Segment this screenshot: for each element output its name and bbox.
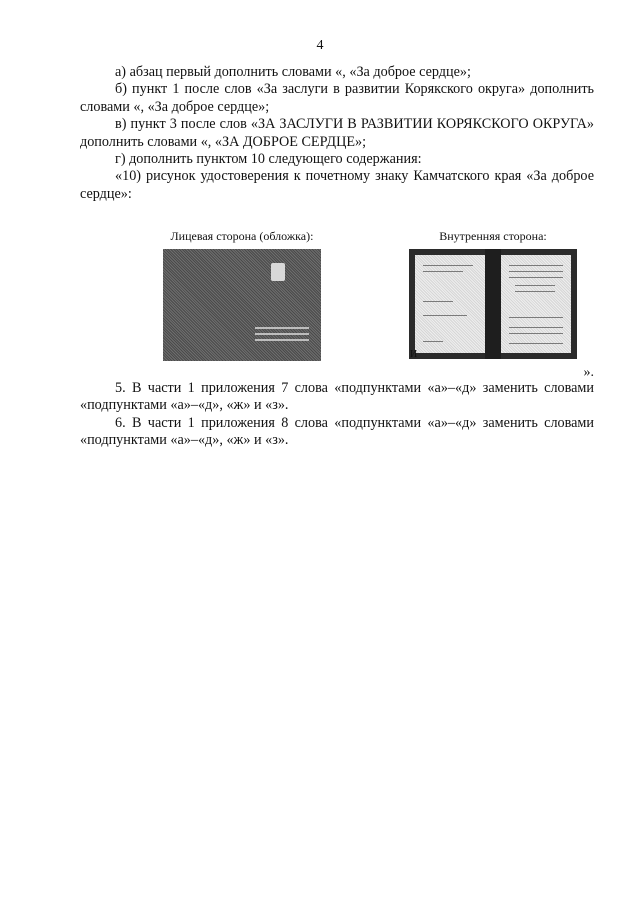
inner-text-line bbox=[423, 271, 463, 272]
inner-caption: Внутренняя сторона: bbox=[439, 229, 547, 243]
certificate-inner-image bbox=[409, 249, 577, 359]
inner-text-line bbox=[423, 315, 467, 316]
cover-text-line bbox=[255, 339, 309, 341]
front-caption: Лицевая сторона (обложка): bbox=[170, 229, 314, 243]
paragraph-5: 5. В части 1 приложения 7 слова «подпунктами «а»–«д» заменить словами «подпунктами «а»–«д», «ж» и «з». bbox=[80, 380, 594, 414]
cover-text-line bbox=[255, 327, 309, 329]
paragraph-a: а) абзац первый дополнить словами «, «За доброе сердце»; bbox=[115, 64, 471, 80]
amendments-list-continued bbox=[80, 380, 594, 450]
inner-text-line bbox=[509, 327, 563, 328]
closing-quote: ». bbox=[583, 365, 594, 380]
inner-text-line bbox=[423, 265, 473, 266]
paragraph-10: «10) рисунок удостоверения к почетному знаку Камчатского края «За доброе сердце»: bbox=[80, 168, 594, 202]
inner-left-page bbox=[415, 255, 485, 353]
inner-right-page bbox=[501, 255, 571, 353]
inner-text-line bbox=[509, 277, 563, 278]
inner-text-line bbox=[509, 343, 563, 344]
inner-text-line bbox=[509, 317, 563, 318]
inner-text-line bbox=[509, 265, 563, 266]
certificate-images bbox=[80, 229, 594, 379]
inner-side bbox=[408, 229, 578, 359]
page-number: 4 bbox=[316, 38, 324, 53]
cover-text-line bbox=[255, 333, 309, 335]
inner-text-line bbox=[515, 285, 555, 286]
inner-spine bbox=[485, 249, 501, 359]
inner-text-line bbox=[423, 301, 453, 302]
stray-mark: И bbox=[410, 349, 418, 360]
inner-text-line bbox=[509, 271, 563, 272]
inner-text-line bbox=[515, 291, 555, 292]
paragraph-6: 6. В части 1 приложения 8 слова «подпунктами «а»–«д» заменить словами «подпунктами «а»–«д», «ж» и «з». bbox=[80, 414, 594, 449]
paragraph-b: б) пункт 1 после слов «За заслуги в развитии Корякского округа» дополнить словами «, «За доброе сердце»; bbox=[80, 81, 594, 115]
front-side bbox=[162, 229, 322, 361]
paragraph-v: в) пункт 3 после слов «ЗА ЗАСЛУГИ В РАЗВИТИИ КОРЯКСКОГО ОКРУГА» дополнить словами «, «ЗА ДОБРОЕ СЕРДЦЕ»; bbox=[80, 116, 594, 150]
amendments-list bbox=[80, 64, 594, 203]
inner-text-line bbox=[423, 341, 443, 342]
emblem-icon bbox=[271, 263, 285, 281]
certificate-cover-image bbox=[163, 249, 321, 361]
inner-text-line bbox=[509, 333, 563, 334]
paragraph-g: г) дополнить пунктом 10 следующего содержания: bbox=[115, 151, 422, 168]
